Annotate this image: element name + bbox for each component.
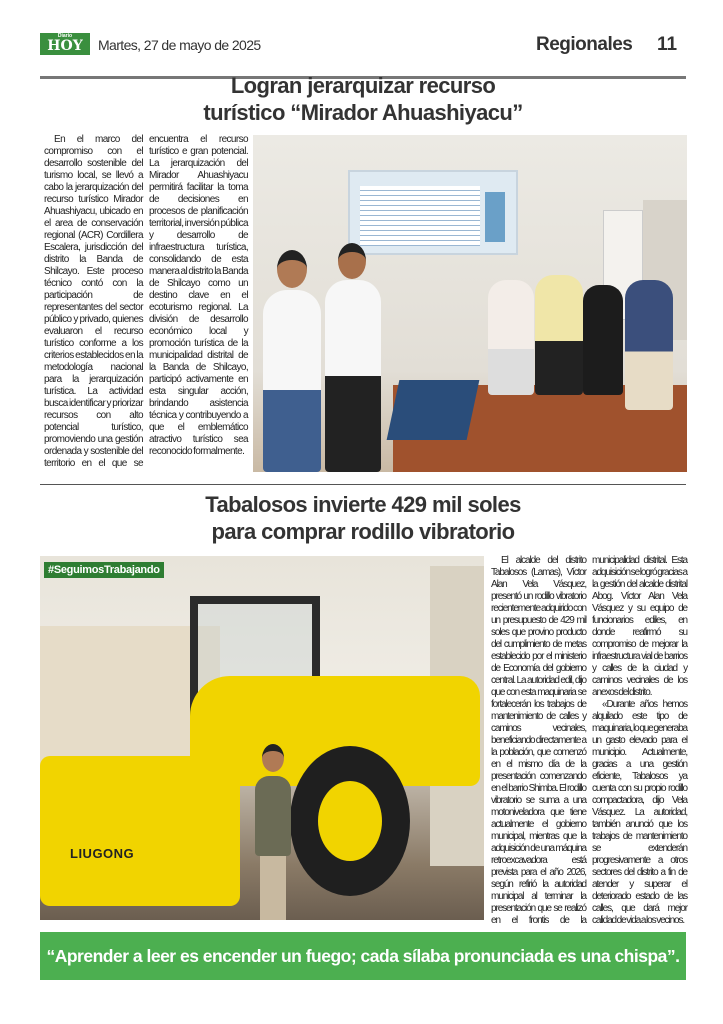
article1-body: [44, 134, 248, 476]
person: [325, 280, 381, 472]
projector-screen: [348, 170, 518, 255]
projected-table: [360, 186, 480, 246]
person-head: [277, 250, 307, 288]
article1-headline: [40, 72, 686, 126]
article-paragraph: El alcalde del distrito Tabalosos (Lamas), Víctor Alan Vela Vásquez, presentó un rodillo vibratorio recientemente adquirido con un presupuesto de 429 mil soles que provino producto del cumplimiento de metas establecido por el ministerio de Economía del gobierno central. La autoridad edil, dijo que con esta maquinaria se fortalecerán los trabajos de mantenimiento de calles y caminos vecinales, beneficiando directamente a la población, que comenzó en el mismo día de la presentación comenzando en el barrio Shimba. El rodillo vibratorio se suma a una motoniveladora que tiene actualmente el gobierno municipal, mientras que la adquisición de una máquina retroexcavadora está prevista para el año 2026, según refirió la autoridad municipal al terminar la presentación que se realizó en el frontis de la municipalidad distrital. Esta adquisición se logró gracias a la gestión del alcalde distrital Abog. Víctor Alan Vela Vásquez y su equipo de funcionarios ediles, en donde reafirmó su compromiso de mejorar la infraestructura vial de barrios y calles de la ciudad y caminos vecinales de los anexos del distrito.: [491, 555, 687, 926]
article1-photo: [253, 135, 687, 472]
person: [255, 776, 291, 856]
photo-hashtag: #SeguimosTrabajando: [44, 562, 164, 578]
person-legs: [260, 856, 286, 920]
person: [583, 285, 623, 395]
headline-line: para comprar rodillo vibratorio: [211, 519, 515, 544]
roller-wheel: [290, 746, 410, 896]
person: [263, 290, 321, 472]
laptop: [387, 380, 480, 440]
article-paragraph: «Durante años hemos alquilado este tipo de maquinaria, lo que generaba un gasto elevado para el municipio. Actualmente, gracias a una gestión eficiente, Tabalosos ya cuenta con su propio rodillo compactadora, dijo Vela Vásquez. La autoridad, también anunció que los trabajos de mantenimiento se extenderán progresivamente a otros sectores del distrito a fin de atender y superar el deteriorado estado de las calles, que dará mejor calidad de vida a los vecinos.: [592, 699, 687, 926]
banner-quote: “Aprender a leer es encender un fuego; cada sílaba pronunciada es una chispa”.: [46, 945, 680, 966]
headline-line: turístico “Mirador Ahuashiyacu”: [203, 100, 523, 125]
person-head: [262, 744, 284, 772]
article2-photo: [40, 556, 484, 920]
person-head: [338, 243, 366, 279]
issue-date: Martes, 27 de mayo de 2025: [98, 37, 261, 53]
person: [488, 280, 534, 395]
person: [535, 275, 583, 395]
headline-line: Tabalosos invierte 429 mil soles: [205, 492, 521, 517]
roller-drum-frame: [40, 756, 240, 906]
projected-sidebar: [485, 192, 505, 242]
article2-headline: [40, 491, 686, 545]
person: [625, 280, 673, 410]
section-name: Regionales: [536, 34, 633, 55]
newspaper-logo: [40, 33, 90, 55]
logo-main-text: HOY: [47, 38, 83, 54]
article2-body: [491, 555, 687, 929]
article-divider: [40, 484, 686, 485]
machine-brand: LIUGONG: [70, 846, 135, 861]
headline-line: Logran jerarquizar recurso: [230, 73, 496, 98]
logo-small-text: Diario: [57, 33, 73, 39]
quote-banner: [40, 932, 686, 980]
wheel-rim: [318, 781, 382, 861]
page-number: 11: [657, 34, 678, 55]
article-paragraph: En el marco del compromiso con el desarrollo sostenible del turismo local, se llevó a cabo la jerarquización del recurso turístico Mirador Ahuashiyacu, ubicado en el area de conservación regional (ACR) Cordillera Escalera, jurisdicción del distrito la Banda de Shilcayo. Este proceso técnico contó con la participación de representantes del sector público y privado, quienes evaluaron el recurso turístico conforme a los criterios establecidos en la metodología nacional para la jerarquización turística. La actividad busca identificar y priorizar recursos con alto potencial turístico, promoviendo una gestión ordenada y sostenible del territorio en el que se encuentra el recurso turístico e gran potencial. La jerarquización del Mirador Ahuashiyacu permitirá facilitar la toma de decisiones en procesos de planificación territorial, inversión pública y desarrollo de infraestructura turística, consolidando de esta manera al distrito la Banda de Shilcayo como un destino clave en el ecoturismo regional. La división de desarrollo económico local y promoción turística de la municipalidad distrital de la Banda de Shilcayo, participó activamente en esta singular acción, brindando asistencia técnica y contribuyendo a que el emblemático atractivo turístico sea reconocido formalmente.: [44, 134, 248, 469]
